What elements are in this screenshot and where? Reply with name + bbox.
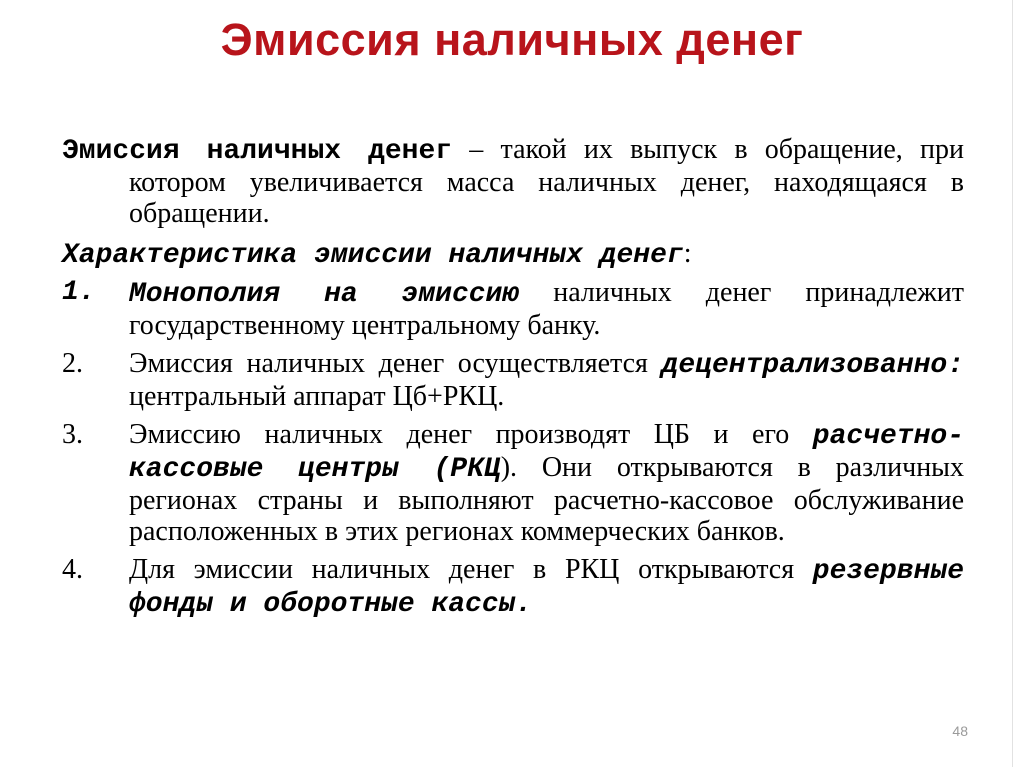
list-item-text-after: центральный аппарат Цб+РКЦ. xyxy=(129,381,505,412)
slide-body xyxy=(62,134,964,627)
list-item-number: 2. xyxy=(62,348,83,379)
list-item-3 xyxy=(62,419,964,547)
list-item-text: Эмиссия наличных денег осуществляется xyxy=(129,348,662,379)
list-item-2 xyxy=(62,348,964,412)
definition-paragraph xyxy=(62,134,964,229)
characteristics-list xyxy=(62,277,964,620)
list-item-1 xyxy=(62,277,964,341)
characteristics-heading-colon: : xyxy=(683,238,692,269)
list-item-number: 3. xyxy=(62,419,83,450)
list-item-emphasis: децентрализованно: xyxy=(661,350,964,381)
list-item-emphasis: расчетно-кассовые центры (РКЦ xyxy=(129,421,964,485)
list-item-text-after: ). Они открываются в различных регионах страны и выполняют расчетно-кассовое обслуживание расположенных в этих регионах коммерческих банков. xyxy=(129,452,964,547)
characteristics-heading-text: Характеристика эмиссии наличных денег xyxy=(62,240,684,271)
characteristics-heading xyxy=(62,238,964,271)
list-item-text: Для эмиссии наличных денег в РКЦ открываются xyxy=(129,554,813,585)
list-item-emphasis: Монополия на эмиссию xyxy=(129,279,520,310)
page-number: 48 xyxy=(952,723,968,739)
slide-title: Эмиссия наличных денег xyxy=(220,14,804,65)
list-item-number: 4. xyxy=(62,554,83,585)
list-item-text: наличных денег принадлежит государственному центральному банку. xyxy=(129,277,964,341)
list-item-emphasis: резервные фонды и оборотные кассы. xyxy=(129,556,964,620)
list-item-text: Эмиссию наличных денег производят ЦБ и его xyxy=(129,419,813,450)
slide-edge-divider xyxy=(1012,0,1013,767)
list-item-4 xyxy=(62,554,964,620)
list-item-number: 1. xyxy=(62,277,96,308)
definition-term: Эмиссия наличных денег xyxy=(62,136,453,167)
definition-text: – такой их выпуск в обращение, при котором увеличивается масса наличных денег, находящаяся в обращении. xyxy=(129,134,964,229)
